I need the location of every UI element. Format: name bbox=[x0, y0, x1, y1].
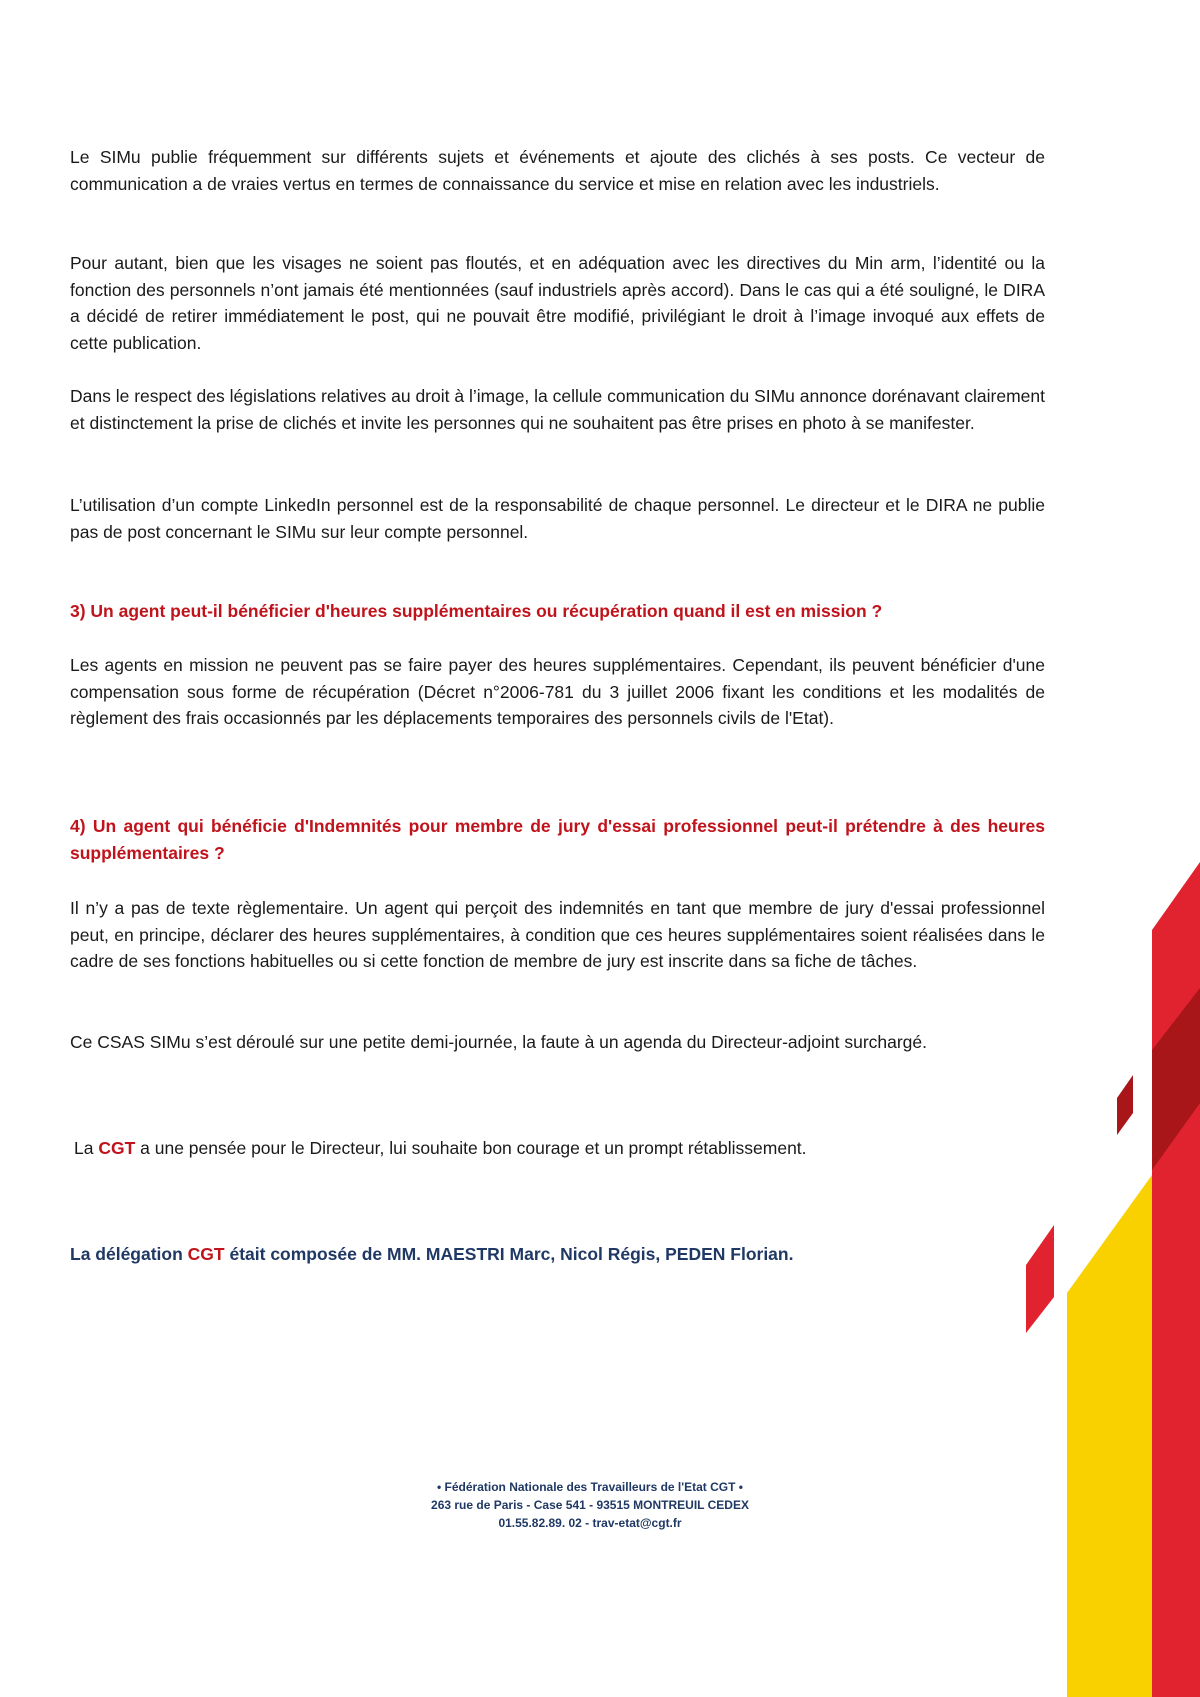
footer-organization: • Fédération Nationale des Travailleurs de l'Etat CGT • bbox=[436, 1480, 743, 1494]
small-dark-red-shape bbox=[1117, 1075, 1133, 1135]
cgt-highlight: CGT bbox=[187, 1244, 225, 1264]
footer bbox=[300, 1478, 880, 1532]
yellow-stripe bbox=[1067, 1175, 1152, 1697]
paragraph: L’utilisation d’un compte LinkedIn personnel est de la responsabilité de chaque personnel. Le directeur et le DIRA ne publie pas de post concernant le SIMu sur leur compte personnel. bbox=[70, 495, 1045, 542]
paragraph: Le SIMu publie fréquemment sur différents sujets et événements et ajoute des clichés à ses posts. Ce vecteur de communication a de vraies vertus en termes de connaissance du service et mise en relation avec les industriels. bbox=[70, 147, 1045, 194]
delegation-line bbox=[70, 1241, 1045, 1268]
text: La délégation bbox=[70, 1244, 188, 1264]
footer-contact: 01.55.82.89. 02 - trav-etat@cgt.fr bbox=[498, 1516, 682, 1530]
paragraph: Ce CSAS SIMu s’est déroulé sur une petite demi-journée, la faute à un agenda du Directeur-adjoint surchargé. bbox=[70, 1032, 928, 1052]
paragraph: Les agents en mission ne peuvent pas se faire payer des heures supplémentaires. Cependant, ils peuvent bénéficier d'une compensation sous forme de récupération (Décret n°2006-781 du 3 juillet 2006 fixant les conditions et les modalités de règlement des frais occasionnés par les déplacements temporaires des personnels civils de l'Etat). bbox=[70, 655, 1045, 728]
paragraph: Dans le respect des législations relatives au droit à l’image, la cellule communication du SIMu annonce dorénavant clairement et distinctement la prise de clichés et invite les personnes qui ne souhaitent pas être prises en photo à se manifester. bbox=[70, 386, 1045, 433]
footer-address: 263 rue de Paris - Case 541 - 93515 MONTREUIL CEDEX bbox=[431, 1498, 749, 1512]
question-heading-3: 3) Un agent peut-il bénéficier d'heures supplémentaires ou récupération quand il est en mission ? bbox=[70, 601, 883, 621]
closing-paragraph bbox=[74, 1135, 1049, 1162]
text: était composée de MM. MAESTRI Marc, Nicol Régis, PEDEN Florian. bbox=[224, 1244, 794, 1264]
text: La bbox=[74, 1138, 99, 1158]
cgt-highlight: CGT bbox=[98, 1138, 136, 1158]
paragraph: Il n’y a pas de texte règlementaire. Un agent qui perçoit des indemnités en tant que membre de jury d'essai professionnel peut, en principe, déclarer des heures supplémentaires, à condition que ces heures supplémentaires soient réalisées dans le cadre de ses fonctions habituelles ou si cette fonction de membre de jury est inscrite dans sa fiche de tâches. bbox=[70, 898, 1045, 971]
question-heading-4: 4) Un agent qui bénéficie d'Indemnités pour membre de jury d'essai professionnel peut-il prétendre à des heures supplémentaires ? bbox=[70, 816, 1045, 863]
text: a une pensée pour le Directeur, lui souhaite bon courage et un prompt rétablissement. bbox=[135, 1138, 807, 1158]
red-stripe bbox=[1152, 862, 1200, 1697]
paragraph: Pour autant, bien que les visages ne soient pas floutés, et en adéquation avec les directives du Min arm, l’identité ou la fonction des personnels n’ont jamais été mentionnées (sauf industriels après accord). Dans le cas qui a été souligné, le DIRA a décidé de retirer immédiatement le post, qui ne pouvait être modifié, privilégiant le droit à l’image invoqué aux effets de cette publication. bbox=[70, 253, 1045, 353]
